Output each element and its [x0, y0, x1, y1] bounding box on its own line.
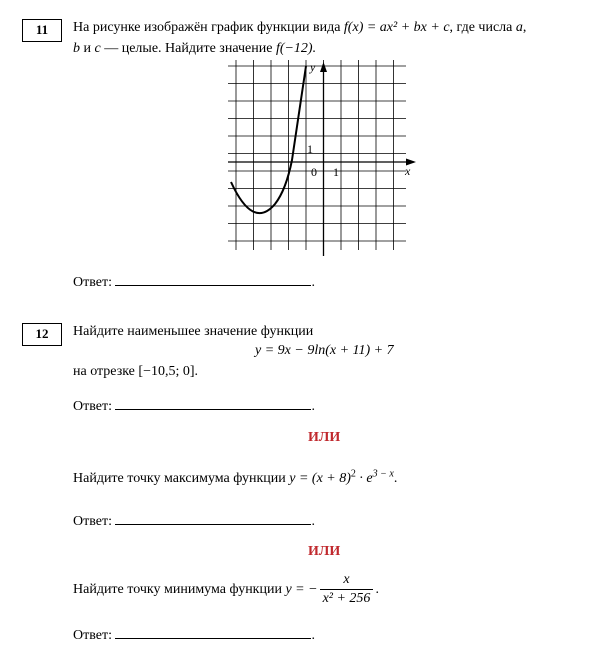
alt2-text: Найдите точку минимума функции: [73, 582, 282, 597]
alt2-denominator: x² + 256: [322, 591, 371, 607]
alt1-exp2: 3 − x: [372, 468, 394, 480]
task11-question: — целые. Найдите значение: [104, 41, 273, 56]
task12-interval-text: на отрезке: [73, 364, 135, 379]
alt2-fraction: [320, 571, 374, 608]
y-axis-arrow-icon: [320, 62, 327, 72]
answer-label: Ответ:: [73, 514, 112, 529]
or-label-2: ИЛИ: [308, 544, 341, 559]
answer-label: Ответ:: [73, 275, 112, 290]
task-number-11: 11: [22, 19, 62, 42]
answer-dot: .: [311, 628, 315, 643]
task12-interval: [−10,5; 0].: [138, 364, 199, 379]
task11-answer: [73, 273, 315, 292]
answer-dot: .: [311, 514, 315, 529]
answer-label: Ответ:: [73, 399, 112, 414]
y-axis-label: y: [310, 60, 316, 74]
task12-function-expr: y = 9x − 9ln(x + 11) + 7: [255, 343, 394, 358]
answer-label: Ответ:: [73, 628, 112, 643]
or-label: ИЛИ: [308, 430, 341, 445]
alt2-lhs: y = −: [285, 582, 318, 597]
task12-interval-line: [73, 363, 198, 381]
answer-field[interactable]: [115, 512, 311, 525]
function-graph: [228, 60, 418, 256]
alt2-end: .: [375, 582, 379, 597]
alt2-answer: [73, 626, 315, 645]
alt1-text: Найдите точку максимума функции: [73, 471, 286, 486]
alt1-mid: · e: [359, 471, 373, 486]
x-axis-label: x: [405, 164, 411, 178]
answer-dot: .: [311, 275, 315, 290]
answer-field[interactable]: [115, 273, 311, 286]
graph-grid: [228, 60, 406, 250]
task11-statement-line2: [73, 40, 316, 58]
alt1-func-base: y = (x + 8): [289, 471, 351, 486]
alt2-statement: [73, 570, 379, 610]
alt1-exp1: 2: [350, 468, 356, 480]
parabola-curve: [231, 66, 306, 213]
task11-var-a: a: [515, 20, 523, 35]
task11-intro: На рисунке изображён график функции вида: [73, 20, 341, 35]
alt1-end: .: [393, 471, 398, 486]
alt1-statement: [73, 470, 397, 488]
answer-field[interactable]: [115, 397, 311, 410]
y-unit-label: 1: [307, 142, 313, 156]
answer-field[interactable]: [115, 626, 311, 639]
task11-var-c: c: [94, 41, 101, 56]
task11-var-b: b: [73, 41, 80, 56]
task11-function: f(x) = ax² + bx + c: [343, 20, 450, 35]
answer-dot: .: [311, 399, 315, 414]
task12-answer: [73, 397, 315, 416]
task11-target: f(−12).: [275, 41, 317, 56]
task11-text-after: , где числа: [449, 20, 513, 35]
task11-statement-line1: На рисунке изображён график функции вида f(x) = ax² + bx + c, где числа a,: [73, 20, 527, 35]
origin-label: 0: [311, 165, 317, 179]
task-number-12: 12: [22, 323, 62, 346]
task12-statement: Найдите наименьшее значение функции: [73, 324, 314, 339]
alt1-answer: [73, 512, 315, 531]
alt2-numerator: x: [320, 571, 374, 590]
x-unit-label: 1: [333, 165, 339, 179]
task11-and: и: [83, 41, 91, 56]
task12-function: [255, 342, 394, 360]
